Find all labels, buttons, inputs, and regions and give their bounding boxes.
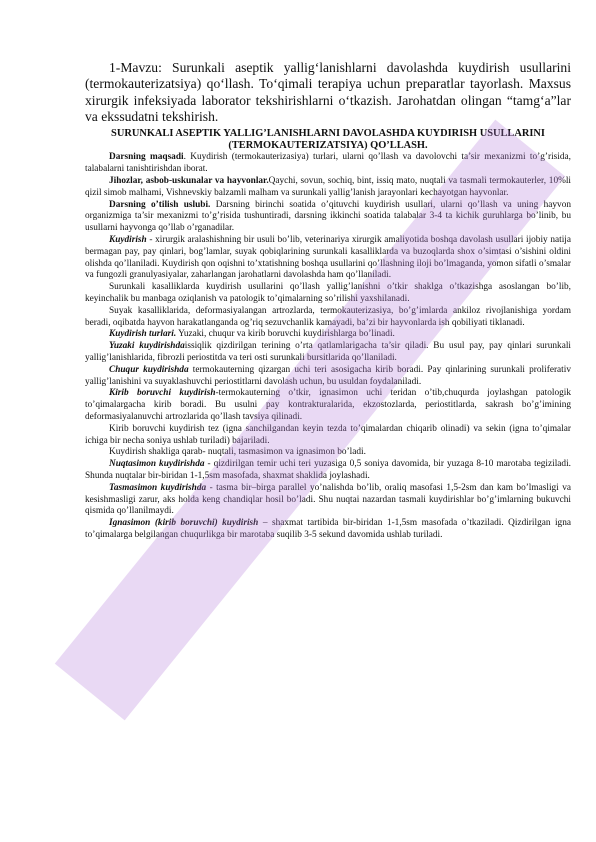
paragraph-text: . Kuydirish (termokauterizasiya) turlari, ularni qo’llash va davolovchi ta’sir mexanizmi to’g’risida, talabalarni tanishtirishdan iborat. [85, 152, 571, 175]
term: Darsning o’tilish uslubi. [109, 199, 211, 210]
paragraph-speed: Kirib boruvchi kuydirish tez (igna sanchilgandan keyin tezda to’qimalardan chiqarib olinadi) va sekin (igna to’qimalar ichiga bir necha soniya ushlab turiladi) bajariladi. [85, 423, 571, 446]
section-heading: SURUNKALI ASEPTIK YALLIG’LANISHLARNI DAVOLASHDA KUYDIRISH USULLARINI (TERMOKAUTERIZATSIYA) QO’LLASH. [111, 127, 545, 152]
paragraph-text: Qaychi, sovun, sochiq, bint, issiq mato, nuqtali va tasmali termokauterler, 10%li qizil simob malhami, Vishnevskiy balzamli malham va surunkali yallig’lanish jarayonlari kechayotgan hayvonlar. [85, 176, 572, 198]
term: Tasmasimon kuydirishda [109, 482, 207, 493]
paragraph-penetrating [85, 388, 571, 423]
paragraph-method [85, 200, 571, 235]
term: Kirib boruvchi kuydirish [109, 388, 216, 399]
paragraph-text: termokauterning qizargan uchi teri asosigacha kirib boradi. Pay qinlarining surunkali proliferativ yallig’lanishini va suyaklashuvchi periostitlarni davolash uchun, bu usuldan foydalaniladi. [85, 364, 571, 387]
paragraph-deep [85, 365, 571, 389]
paragraph-cauterization [85, 235, 571, 282]
paragraph-chronic-diseases: Surunkali kasalliklarda kuydirish usullarini qo’llash yallig’lanishni o’tkir shaklga o’tkazishga asoslangan bo’lib, keyinchalik bu manbaga oziqlanish va patologik to’qimalarning so’rilishi yaxshilanadi. [85, 282, 571, 304]
term: Darsning maqsadi [109, 152, 184, 163]
paragraph-strip [85, 483, 571, 518]
term: Ignasimon (kirib boruvchi) kuydirish [109, 518, 259, 529]
paragraph-shapes: Kuydirish shakliga qarab- nuqtali, tasmasimon va ignasimon bo’ladi. [109, 447, 366, 458]
paragraph-text: - xirurgik aralashishning bir usuli bo’lib, veterinariya xirurgik amaliyotida boshqa davolash usullari ijobiy natija bermagan pay, pay qinlari, bog’lamlar, suyak qobiqlarining surunkali kasalliklarda va buzoqlarda shox o’simtasi o’sishini oldini olishda qo’llaniladi. Kuydirish qon oqishni to’xtatishning boshqa usullarini qo’llashning iloji bo’lmaganda, yomon sifatli o’smalar va fungozli granulyasiyalar, zaharlangan jarohatlarni davolashda ham qo’llaniladi. [85, 235, 571, 281]
term: Kuydirish turlari. [109, 329, 177, 340]
term: Jihozlar, asbob-uskunalar va hayvonlar. [109, 176, 269, 187]
paragraph-text: - qizdirilgan temir uchi teri yuzasiga 0,5 soniya davomida, bir yuzaga 8-10 marotaba tegiziladi. Shunda nuqtalar bir-biridan 1-1,5sm masofada, shaxmat shaklida joylashadi. [85, 459, 571, 481]
paragraph-lesson-goal [85, 152, 571, 176]
term: Nuqtasimon kuydirishda [109, 459, 205, 470]
term: Yuzaki kuydirishda [109, 341, 185, 352]
paragraph-text: -termokauterning o’tkir, ignasimon uchi teridan o’tib,chuqurda joylashgan patologik to’qimalargacha kirib boradi. Bu usulni pay kontrakturalarida, ekzostozlarda, periostitlarda, sakrash bo’g’imining deformasiyalanuvchi artrozlarida qo’llash tavsiya qilinadi. [85, 388, 571, 422]
paragraph-surface [85, 341, 571, 365]
term: Chuqur kuydirishda [109, 364, 189, 375]
paragraph-equipment [85, 176, 571, 200]
term: Kuydirish [109, 235, 147, 246]
topic-intro: 1-Mavzu: Surunkali aseptik yallig‘lanishlarni davolashda kuydirish usullarini (termokauterizatsiya) qo‘llash. To‘qimali terapiya uchun preparatlar tayorlash. Maxsus xirurgik infeksiyada laborator tekshirishlarni o‘tkazish. Jarohatdan olingan “tamg‘a”lar va ekssudatni tekshirish. [85, 60, 571, 125]
paragraph-text: – shaxmat tartibida bir-biridan 1-1,5sm masofada o’tkaziladi. Qizdirilgan igna to’qimalarga belgilangan chuqurlikga bir marotaba suqilib 3-5 sekund davomida ushlab turiladi. [85, 518, 571, 540]
paragraph-text: Darsning birinchi soatida o’qituvchi kuydirish usullari, ularni qo’llash va uning hayvon organizmiga ta’sir mexanizmi to’g’risida tushuntiradi, darsning ikkinchi soatida talabalar 3-4 ta kichik guruhlarga bo’linib, bu usullarni hayvonga qo’llab o’rganadilar. [85, 199, 572, 234]
document-body [85, 60, 571, 542]
paragraph-text: Yuzaki, chuqur va kirib boruvchi kuydirishlarga bo’linadi. [176, 329, 395, 340]
paragraph-types [85, 329, 571, 341]
paragraph-point [85, 459, 571, 483]
paragraph-bone-diseases: Suyak kasalliklarida, deformasiyalangan artrozlarda, termokauterizasiya, bo’g’imlarda ankiloz rivojlanishiga yordam beradi, oqibatda hayvon harakatlanganda og’riq sezuvchanlik kamayadi, ba’zi bir hayvonlarda ish qobiliyati tiklanadi. [85, 305, 571, 328]
paragraph-needle [85, 518, 571, 542]
paragraph-text: - tasma bir–birga parallel yo’nalishda bo’lib, oraliq masofasi 1,5-2sm dan kam bo’lmasligi va kesishmasligi zarur, aks holda keng chandiqlar hosil bo’ladi. Shu nuqtai nazardan tasmali kuydirishlar bo’g’imlarning bukuvchi qismida qo’llanilmaydi. [85, 482, 571, 517]
paragraph-text: issiqlik qizdirilgan terining o’rta qatlamlarigacha ta’sir qiladi. Bu usul pay, pay qinlari surunkali yallig’lanishlarida, fibrozli periostitda va teri osti surunkali bursitlarida qo’llaniladi. [85, 341, 572, 363]
